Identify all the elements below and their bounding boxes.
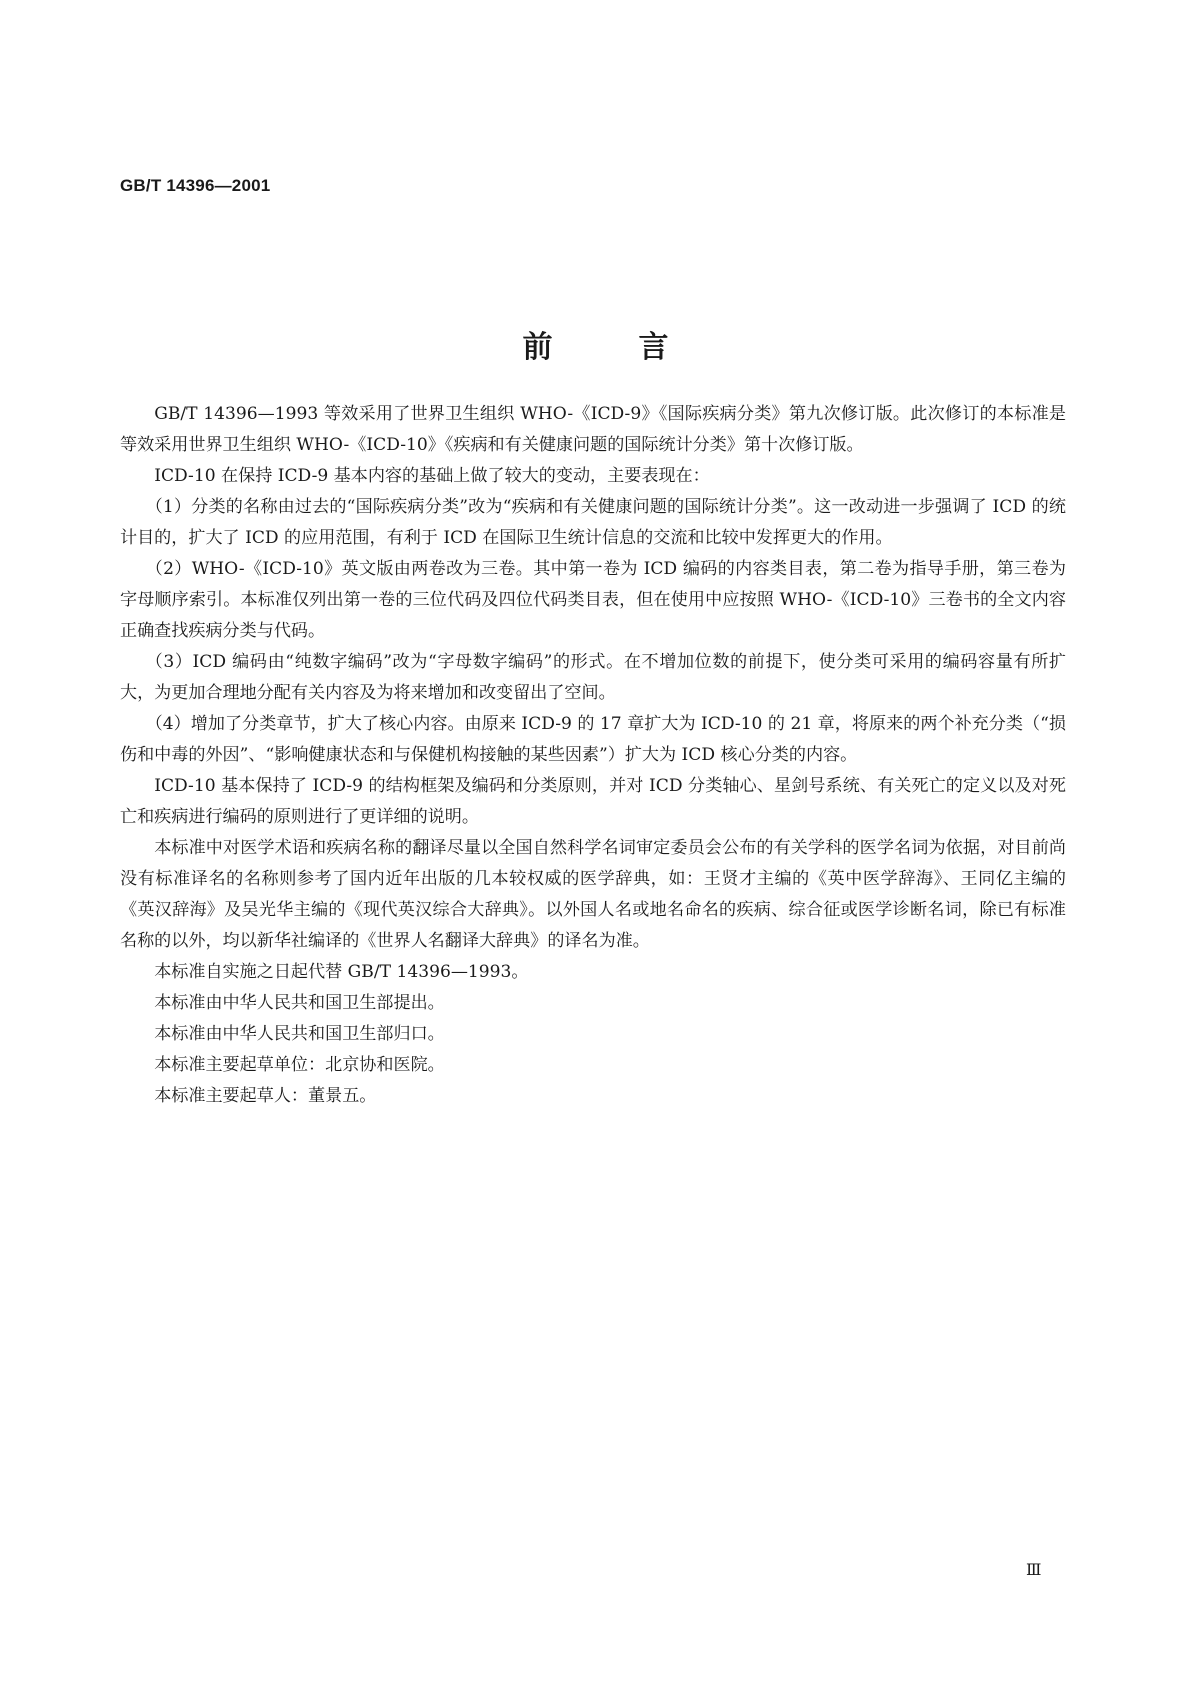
paragraph-translation: 本标准中对医学术语和疾病名称的翻译尽量以全国自然科学名词审定委员会公布的有关学科的医学名词为依据，对目前尚没有标准译名的名称则参考了国内近年出版的几本较权威的医学辞典，如：王贤才主编的《英中医学辞海》、王同亿主编的《英汉辞海》及吴光华主编的《现代英汉综合大辞典》。以外国人名或地名命名的疾病、综合征或医学诊断名词，除已有标准名称的以外，均以新华社编译的《世界人名翻译大辞典》的译名为准。 [120, 838, 1066, 951]
paragraph-centralized-by: 本标准由中华人民共和国卫生部归口。 [154, 1024, 445, 1044]
paragraph-structure: ICD-10 基本保持了 ICD-9 的结构框架及编码和分类原则，并对 ICD 分类轴心、星剑号系统、有关死亡的定义以及对死亡和疾病进行编码的原则进行了更详细的说明。 [120, 776, 1066, 827]
foreword-body [120, 399, 1066, 1112]
page-number: Ⅲ [1026, 1560, 1041, 1579]
paragraph-intro: GB/T 14396—1993 等效采用了世界卫生组织 WHO-《ICD-9》《国际疾病分类》第九次修订版。此次修订的本标准是等效采用世界卫生组织 WHO-《ICD-10》《疾病和有关健康问题的国际统计分类》第十次修订版。 [120, 404, 1066, 455]
paragraph-item-4: （4）增加了分类章节，扩大了核心内容。由原来 ICD-9 的 17 章扩大为 ICD-10 的 21 章，将原来的两个补充分类（“损伤和中毒的外因”、“影响健康状态和与保健机构接触的某些因素”）扩大为 ICD 核心分类的内容。 [120, 714, 1066, 765]
paragraph-item-1: （1）分类的名称由过去的“国际疾病分类”改为“疾病和有关健康问题的国际统计分类”。这一改动进一步强调了 ICD 的统计目的，扩大了 ICD 的应用范围，有利于 ICD 在国际卫生统计信息的交流和比较中发挥更大的作用。 [120, 497, 1066, 548]
standard-code-header: GB/T 14396—2001 [120, 176, 271, 195]
paragraph-changes-lead: ICD-10 在保持 ICD-9 基本内容的基础上做了较大的变动，主要表现在： [154, 466, 710, 486]
paragraph-proposed-by: 本标准由中华人民共和国卫生部提出。 [154, 993, 445, 1013]
page-title: 前言 [522, 330, 755, 365]
paragraph-item-3: （3）ICD 编码由“纯数字编码”改为“字母数字编码”的形式。在不增加位数的前提下，使分类可采用的编码容量有所扩大，为更加合理地分配有关内容及为将来增加和改变留出了空间。 [120, 652, 1066, 703]
paragraph-drafter: 本标准主要起草人：董景五。 [154, 1086, 377, 1106]
paragraph-drafting-unit: 本标准主要起草单位：北京协和医院。 [154, 1055, 445, 1075]
paragraph-item-2: （2）WHO-《ICD-10》英文版由两卷改为三卷。其中第一卷为 ICD 编码的内容类目表，第二卷为指导手册，第三卷为字母顺序索引。本标准仅列出第一卷的三位代码及四位代码类目表，但在使用中应按照 WHO-《ICD-10》三卷书的全文内容正确查找疾病分类与代码。 [120, 559, 1066, 641]
paragraph-replaces: 本标准自实施之日起代替 GB/T 14396—1993。 [154, 962, 529, 982]
